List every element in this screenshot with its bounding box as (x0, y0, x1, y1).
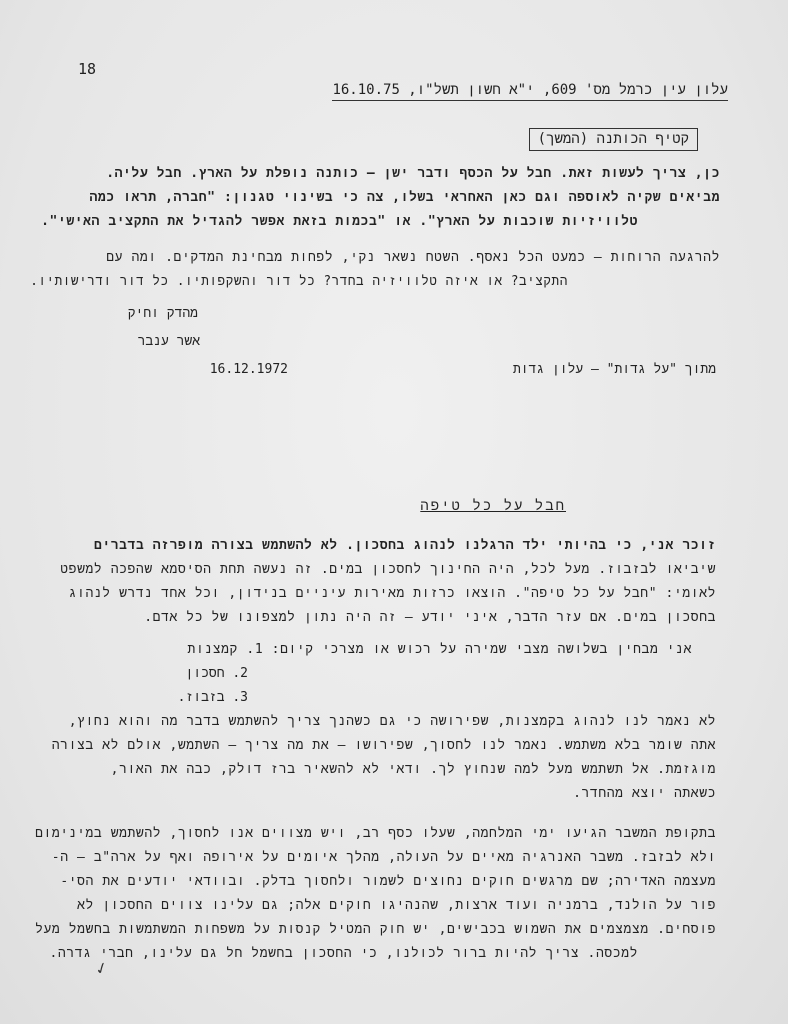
page-number: 18 (78, 60, 97, 78)
section2-line: לאומי: "חבל על כל טיפה". הוצאו כרזות מאירות עיניים בנידון, וכל אחד נדרש לנהוג (68, 586, 716, 601)
section2-line: פוסחים. מצמצמים את השמוש בכבישים, יש חוק המטיל קנסות על משפחות המשתמשות בחשמל מעל (35, 922, 716, 937)
section2-line: כשאתה יוצא מהחדר. (573, 786, 716, 801)
section2-intro: אני מבחין בשלושה מצבי שמירה על רכוש או מצרכי קיום: 1. קמצנות (187, 642, 692, 657)
list-item: 2. חסכון (185, 666, 248, 681)
section2-line: מוגזמת. אל תשתמש מעל למה שנחוץ לך. ודאי לא להשאיר ברז דולק, כבה את האור, (110, 762, 716, 777)
source-from: מתוך "על גדות" – עלון גדות (512, 362, 716, 377)
section2-line: לא נאמר לנו לנהוג בקמצנות, שפירושה כי גם כשהנך צריך להשתמש בדבר מה והוא נחוץ, (68, 714, 716, 729)
section2-line: מעצמה האדירה; שם מרגשים חוקים נחוצים לשמור ולחסוך בדלק. ובוודאי יודעים את הסי- (60, 874, 716, 889)
section2-line: בתקופת המשבר הגיעו ימי המלחמה, שעלו כסף רב, ויש מצווים אנו לחסוך, להשתמש במינימום (35, 826, 716, 841)
signature-date: 16.12.1972 (209, 362, 288, 377)
section2-line: פור על הולנד, ברמניה ועוד ארצות, שהנהיגו חוקים אלה; גם עלינו צווים החסכון לא (77, 898, 716, 913)
section1-line: להרגעה הרוחות – כמעט הכל נאסף. השטח נשאר נקי, לפחות מבחינת המדקים. ומה עם (106, 250, 720, 265)
section1-line: טלוויזיות שוכבות על הארץ". או "בכמות בזאת אפשר להגדיל את התקציב האישי". (41, 214, 638, 229)
section2-line: שיביאו לבזבוז. מעל לכל, היה החינוך לחסכון במים. זה נעשה תחת הסיסמא שהפכה למשפט (60, 562, 716, 577)
section2-title: חבל על כל טיפה (420, 498, 566, 514)
section2-line: ולא לבזבז. משבר האנרגיה מאיים על העולה, מהלך איומים על אירופה ואף על ארה"ב – ה- (51, 850, 716, 865)
list-item: 3. בזבוז. (177, 690, 248, 705)
section2-line: למכסה. צריך להיות ברור לכולנו, כי החסכון בחשמל חל גם עלינו, חברי גדרה. (49, 946, 638, 961)
section1-title: קטיף הכותנה (המשך) (529, 128, 698, 151)
section1-line: כן, צריך לעשות זאת. חבל על הכסף ודבר ישן – כותנה נופלת על הארץ. חבל עליה. (106, 166, 720, 181)
section1-line: מביאים שקיה לאוספה וגם כאן האחראי בשלו, צה כי בשינוי טגנון: "חברה, תראו כמה (89, 190, 720, 205)
section2-line: זוכר אני, כי בהיותי ילד הרגלנו לנהוג בחסכון. לא להשתמש בצורה מופרזה בדברים (93, 538, 716, 553)
source-header: עלון עין כרמל מס' 609, י"א חשון תשל"ו, 16.10.75 (332, 82, 728, 101)
section2-line: אתה שומר בלא משתמש. נאמר לנו לחסוך, שפירושו – את מה צריך – השתמש, אולם לא בצורה (51, 738, 716, 753)
section2-line: בחסכון במים. אם עזר הדבר, איני יודע – זה היה נתון למצפונו של כל אדם. (144, 610, 716, 625)
pen-mark-icon: ✓ (92, 956, 111, 981)
section1-line: התקציב? או איזה טלוויזיה בחדר? כל דור והשקפותיו. כל דור ודרישותיו. (30, 274, 568, 289)
signature-line: מהדק וחיק (127, 306, 198, 321)
signature-name: אשר ענבר (137, 334, 200, 349)
